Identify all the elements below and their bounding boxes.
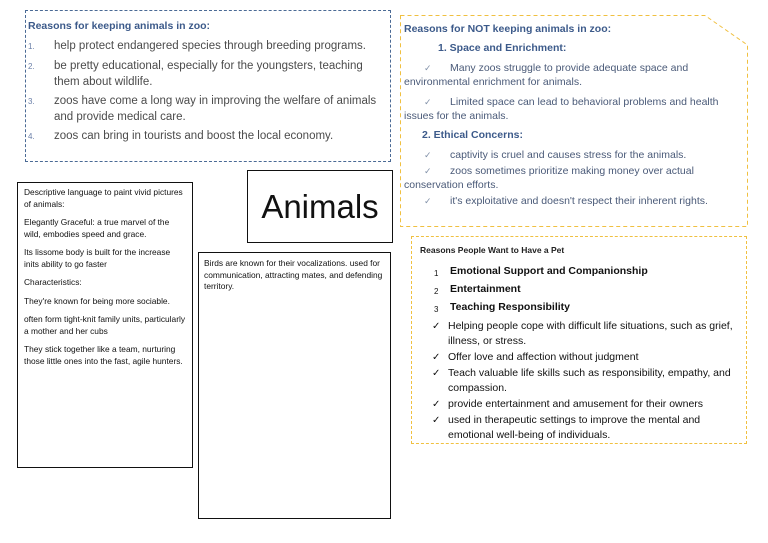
descriptive-language-box bbox=[17, 182, 193, 468]
list-text: be pretty educational, especially for the youngsters, teaching them about wildlife. bbox=[54, 60, 363, 88]
check-icon: ✓ bbox=[424, 150, 432, 160]
list-item bbox=[404, 194, 742, 208]
check-icon: ✓ bbox=[424, 97, 432, 107]
list-text: Emotional Support and Companionship bbox=[450, 265, 648, 277]
page-title: Animals bbox=[261, 187, 379, 225]
list-text: provide entertainment and amusement for their owners bbox=[448, 398, 704, 410]
list-item bbox=[28, 58, 386, 90]
pet-reasons-box bbox=[411, 236, 747, 444]
check-icon: ✓ bbox=[424, 166, 432, 176]
subheading-space: 1. Space and Enrichment: bbox=[438, 42, 567, 54]
check-icon: ✓ bbox=[432, 368, 441, 379]
check-icon: ✓ bbox=[424, 196, 432, 206]
list-text: Many zoos struggle to provide adequate space and environmental enrichment for animals. bbox=[404, 62, 689, 88]
paragraph: Birds are known for their vocalizations. used for communication, attracting mates, and defending territory. bbox=[204, 258, 383, 291]
list-item bbox=[420, 413, 742, 443]
list-text: help protect endangered species through breeding programs. bbox=[54, 40, 366, 52]
paragraph: Characteristics: bbox=[24, 277, 82, 287]
list-item bbox=[420, 265, 742, 280]
list-item bbox=[420, 366, 742, 396]
list-item bbox=[420, 301, 742, 316]
list-text: Teach valuable life skills such as responsibility, empathy, and compassion. bbox=[448, 367, 731, 394]
list-text: zoos have come a long way in improving the welfare of animals and provide medical care. bbox=[54, 95, 377, 123]
list-text: zoos sometimes prioritize making money over actual conservation efforts. bbox=[404, 165, 694, 191]
check-icon: ✓ bbox=[432, 321, 441, 332]
list-item bbox=[404, 61, 742, 89]
list-item bbox=[404, 164, 742, 192]
list-text: captivity is cruel and causes stress for the animals. bbox=[450, 149, 687, 161]
list-number: 3. bbox=[28, 97, 35, 106]
list-text: it's exploitative and doesn't respect their inherent rights. bbox=[450, 195, 708, 207]
list-item bbox=[420, 319, 742, 349]
list-text: Limited space can lead to behavioral problems and health issues for the animals. bbox=[404, 96, 719, 122]
list-text: Offer love and affection without judgment bbox=[448, 351, 639, 363]
list-text: Helping people cope with difficult life situations, such as grief, illness, or stress. bbox=[448, 320, 733, 347]
list-number: 4. bbox=[28, 132, 35, 141]
subheading-ethical: 2. Ethical Concerns: bbox=[422, 129, 523, 141]
paragraph: Descriptive language to paint vivid pictures of animals: bbox=[24, 187, 183, 209]
not-keep-animals-box bbox=[400, 15, 748, 227]
list-text: Entertainment bbox=[450, 283, 521, 295]
list-text: zoos can bring in tourists and boost the local economy. bbox=[54, 130, 334, 142]
list-item bbox=[28, 93, 386, 125]
birds-box bbox=[198, 252, 391, 519]
list-number: 1 bbox=[434, 269, 439, 278]
keep-animals-box bbox=[25, 10, 391, 162]
check-icon: ✓ bbox=[432, 415, 441, 426]
list-item bbox=[420, 350, 742, 365]
list-text: used in therapeutic settings to improve the mental and emotional well-being of individuals. bbox=[448, 414, 701, 441]
list-item bbox=[420, 283, 742, 298]
paragraph: Its lissome body is built for the increase inits ability to go faster bbox=[24, 247, 171, 269]
list-item bbox=[404, 148, 742, 162]
list-item bbox=[404, 95, 742, 123]
list-number: 2 bbox=[434, 287, 439, 296]
check-icon: ✓ bbox=[432, 399, 441, 410]
list-number: 3 bbox=[434, 305, 439, 314]
list-number: 2. bbox=[28, 62, 35, 71]
paragraph: They're known for being more sociable. bbox=[24, 295, 170, 306]
paragraph: often form tight-knit family units, particularly a mother and her cubs bbox=[24, 314, 186, 336]
paragraph: Elegantly Graceful: a true marvel of the wild, embodies speed and grace. bbox=[24, 217, 170, 239]
list-item bbox=[28, 38, 386, 55]
check-icon: ✓ bbox=[424, 63, 432, 73]
animals-title-box bbox=[247, 170, 393, 243]
not-keep-animals-title: Reasons for NOT keeping animals in zoo: bbox=[404, 23, 612, 35]
list-text: Teaching Responsibility bbox=[450, 301, 570, 313]
list-item bbox=[28, 128, 386, 145]
paragraph: They stick together like a team, nurturing those little ones into the fast, agile hunters. bbox=[24, 344, 183, 366]
list-number: 1. bbox=[28, 42, 35, 51]
check-icon: ✓ bbox=[432, 352, 441, 363]
pet-reasons-title: Reasons People Want to Have a Pet bbox=[420, 245, 565, 255]
keep-animals-title: Reasons for keeping animals in zoo: bbox=[28, 20, 211, 32]
list-item bbox=[420, 397, 742, 412]
